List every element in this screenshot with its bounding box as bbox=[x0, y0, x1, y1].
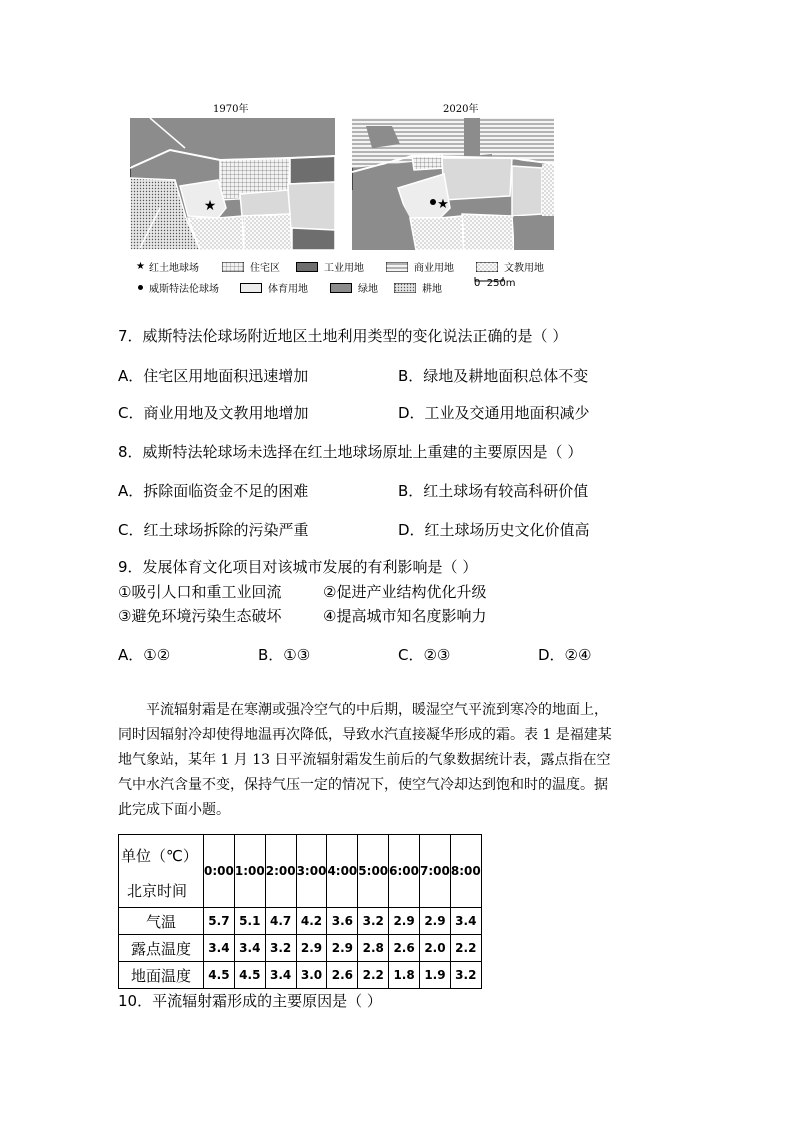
map-title-1970: 1970年 bbox=[213, 104, 249, 115]
residential-swatch-icon bbox=[222, 262, 244, 272]
wimbledon-dot-icon bbox=[430, 199, 436, 205]
map-1970 bbox=[130, 118, 335, 250]
time-cell: 8:00 bbox=[450, 835, 481, 908]
map-title-2020: 2020年 bbox=[443, 104, 479, 115]
question-8-stem: 8．威斯特法轮球场未选择在红土地球场原址上重建的主要原因是（ ） bbox=[118, 443, 583, 461]
passage bbox=[118, 698, 682, 823]
passage-line-1: 平流辐射霜是在寒潮或强冷空气的中后期，暖湿空气平流到寒冷的地面上， bbox=[146, 702, 608, 718]
dot-icon bbox=[138, 285, 143, 290]
legend-industrial: 工业用地 bbox=[296, 259, 364, 274]
legend-red-clay: ★ 红土地球场 bbox=[136, 261, 199, 274]
question-9-statement-1: ①吸引人口和重工业回流 bbox=[118, 583, 282, 601]
legend-farmland: 耕地 bbox=[394, 280, 442, 295]
legend-scale: 0 250m bbox=[474, 278, 516, 289]
legend-sports: 体育用地 bbox=[240, 280, 308, 295]
value-cell: 2.2 bbox=[358, 962, 389, 989]
legend-commercial: 商业用地 bbox=[386, 259, 454, 274]
time-cell: 6:00 bbox=[389, 835, 420, 908]
question-9-statement-3: ③避免环境污染生态破坏 bbox=[118, 607, 282, 625]
map-2020 bbox=[352, 118, 554, 250]
table-row bbox=[119, 935, 482, 962]
value-cell: 1.9 bbox=[420, 962, 451, 989]
value-cell: 3.2 bbox=[450, 962, 481, 989]
cultural-swatch-icon bbox=[476, 262, 498, 272]
value-cell: 4.2 bbox=[296, 908, 327, 935]
question-9-option-b[interactable]: B．①③ bbox=[258, 646, 311, 664]
question-7-option-b[interactable]: B．绿地及耕地面积总体不变 bbox=[398, 367, 589, 385]
question-9-stem: 9．发展体育文化项目对该城市发展的有利影响是（ ） bbox=[118, 558, 478, 576]
question-7-option-c[interactable]: C．商业用地及文教用地增加 bbox=[118, 404, 309, 422]
row-label: 气温 bbox=[119, 908, 204, 935]
value-cell: 3.2 bbox=[358, 908, 389, 935]
question-9-option-a[interactable]: A．①② bbox=[118, 646, 171, 664]
value-cell: 2.8 bbox=[358, 935, 389, 962]
legend-wimbledon: 威斯特法伦球场 bbox=[136, 280, 219, 295]
table-row bbox=[119, 962, 482, 989]
passage-line-2: 同时因辐射冷却使得地温再次降低，导致水汽直接凝华形成的霜。表 1 是福建某 bbox=[118, 727, 612, 743]
legend-residential: 住宅区 bbox=[222, 259, 280, 274]
table-row bbox=[119, 908, 482, 935]
value-cell: 3.4 bbox=[204, 935, 235, 962]
value-cell: 3.2 bbox=[265, 935, 296, 962]
value-cell: 5.1 bbox=[234, 908, 265, 935]
row-label: 露点温度 bbox=[119, 935, 204, 962]
time-cell: 0:00 bbox=[204, 835, 235, 908]
value-cell: 2.6 bbox=[327, 962, 358, 989]
legend-cultural: 文教用地 bbox=[476, 259, 544, 274]
question-8-option-b[interactable]: B．红土球场有较高科研价值 bbox=[398, 482, 589, 500]
question-7-option-a[interactable]: A．住宅区用地面积迅速增加 bbox=[118, 367, 309, 385]
time-cell: 7:00 bbox=[420, 835, 451, 908]
red-clay-star-icon-2020: ★ bbox=[437, 197, 449, 212]
time-cell: 2:00 bbox=[265, 835, 296, 908]
time-cell: 5:00 bbox=[358, 835, 389, 908]
question-9-statement-4: ④提高城市知名度影响力 bbox=[323, 607, 487, 625]
question-8-option-d[interactable]: D．红土球场历史文化价值高 bbox=[398, 521, 590, 539]
sports-swatch-icon bbox=[240, 283, 262, 293]
time-cell: 4:00 bbox=[327, 835, 358, 908]
unit-label: 单位（℃） bbox=[121, 847, 198, 865]
passage-line-5: 此完成下面小题。 bbox=[118, 802, 230, 818]
value-cell: 5.7 bbox=[204, 908, 235, 935]
question-10-stem: 10．平流辐射霜形成的主要原因是（ ） bbox=[118, 992, 382, 1010]
value-cell: 3.4 bbox=[265, 962, 296, 989]
question-9-statement-2: ②促进产业结构优化升级 bbox=[323, 583, 487, 601]
value-cell: 2.9 bbox=[327, 935, 358, 962]
table-header-cell bbox=[119, 835, 204, 908]
value-cell: 3.4 bbox=[234, 935, 265, 962]
time-label: 北京时间 bbox=[127, 882, 188, 900]
question-8-option-c[interactable]: C．红土球场拆除的污染严重 bbox=[118, 521, 309, 539]
legend-green: 绿地 bbox=[330, 280, 378, 295]
question-7-option-d[interactable]: D．工业及交通用地面积减少 bbox=[398, 404, 590, 422]
value-cell: 3.6 bbox=[327, 908, 358, 935]
commercial-swatch-icon bbox=[386, 262, 408, 272]
time-cell: 1:00 bbox=[234, 835, 265, 908]
row-label: 地面温度 bbox=[119, 962, 204, 989]
question-9-option-d[interactable]: D．②④ bbox=[538, 646, 592, 664]
passage-line-4: 气中水汽含量不变，保持气压一定的情况下，使空气冷却达到饱和时的温度。据 bbox=[118, 777, 608, 793]
industrial-swatch-icon bbox=[296, 262, 318, 272]
value-cell: 1.8 bbox=[389, 962, 420, 989]
value-cell: 4.7 bbox=[265, 908, 296, 935]
value-cell: 3.4 bbox=[450, 908, 481, 935]
time-cell: 3:00 bbox=[296, 835, 327, 908]
weather-data-table bbox=[118, 834, 482, 989]
red-clay-star-icon: ★ bbox=[203, 198, 217, 214]
value-cell: 2.0 bbox=[420, 935, 451, 962]
value-cell: 3.0 bbox=[296, 962, 327, 989]
passage-line-3: 地气象站，某年 1 月 13 日平流辐射霜发生前后的气象数据统计表，露点指在空 bbox=[118, 752, 611, 768]
value-cell: 2.2 bbox=[450, 935, 481, 962]
value-cell: 2.9 bbox=[296, 935, 327, 962]
question-9-option-c[interactable]: C．②③ bbox=[398, 646, 451, 664]
value-cell: 4.5 bbox=[234, 962, 265, 989]
value-cell: 2.9 bbox=[389, 908, 420, 935]
green-swatch-icon bbox=[330, 283, 352, 293]
star-icon: ★ bbox=[136, 261, 145, 272]
value-cell: 4.5 bbox=[204, 962, 235, 989]
farmland-swatch-icon bbox=[394, 283, 416, 293]
question-8-option-a[interactable]: A．拆除面临资金不足的困难 bbox=[118, 482, 309, 500]
question-7-stem: 7．威斯特法伦球场附近地区土地利用类型的变化说法正确的是（ ） bbox=[118, 327, 568, 345]
value-cell: 2.9 bbox=[420, 908, 451, 935]
value-cell: 2.6 bbox=[389, 935, 420, 962]
scale-bar-icon bbox=[474, 276, 504, 282]
